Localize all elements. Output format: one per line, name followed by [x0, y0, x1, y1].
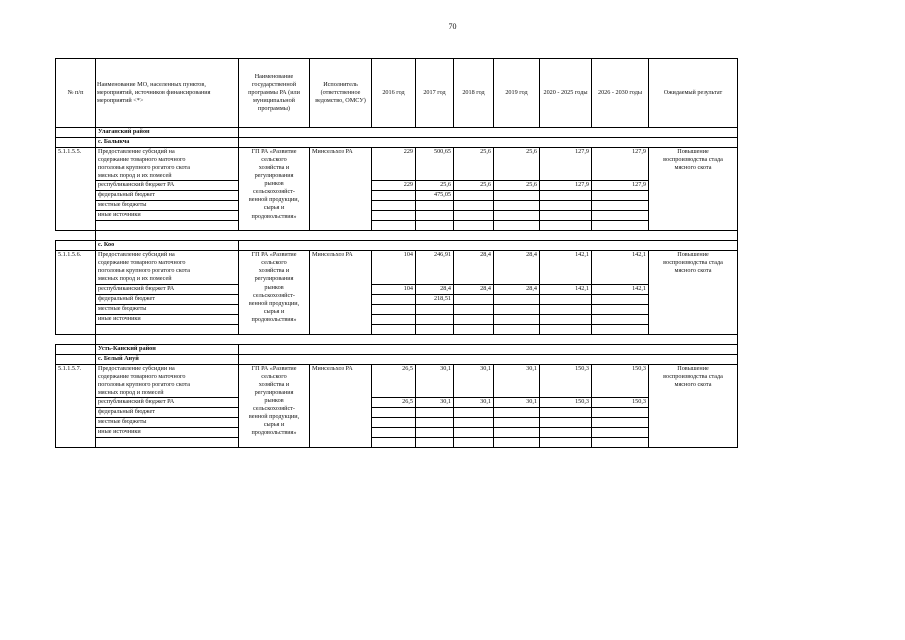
- empty-cell: [454, 201, 494, 211]
- program-name-line: венной продукции,: [248, 196, 300, 204]
- empty-cell: [540, 304, 592, 314]
- measure-row: [56, 148, 738, 159]
- header-program: Наименование государственной программы РА (или муниципальной программы): [239, 59, 310, 128]
- federal-value: 475,05: [416, 191, 454, 201]
- village-name: с. Коо: [96, 241, 239, 251]
- empty-cell: [454, 437, 494, 447]
- expected-result-line: мясного скота: [674, 267, 712, 275]
- empty-cell: [372, 221, 416, 231]
- program-name-line: рынков: [264, 180, 284, 188]
- empty-cell: [592, 201, 649, 211]
- expected-result: [649, 148, 738, 231]
- empty-cell: [494, 201, 540, 211]
- source-other: иные источники: [96, 427, 239, 437]
- source-local: местные бюджеты: [96, 201, 239, 211]
- empty-cell: [416, 314, 454, 324]
- measure-name-line: мясных пород и помесей: [98, 388, 164, 396]
- measure-row: [56, 294, 738, 304]
- district-row: [56, 128, 738, 138]
- page-number: 70: [448, 22, 457, 31]
- district-name: Улаганский район: [96, 128, 239, 138]
- empty-cell: [96, 221, 239, 231]
- empty-cell: [592, 211, 649, 221]
- expected-result-line: мясного скота: [674, 164, 712, 172]
- empty-cell: [96, 437, 239, 447]
- empty-cell: [96, 334, 738, 344]
- expected-result-line: мясного скота: [674, 380, 712, 388]
- source-republic: республиканский бюджет РА: [96, 397, 239, 407]
- header-executor: Исполнитель (ответственное ведомство, ОМСУ): [310, 59, 372, 128]
- empty-cell: [416, 437, 454, 447]
- measure-name: [96, 148, 239, 181]
- empty-cell: [540, 427, 592, 437]
- measure-row: [56, 191, 738, 201]
- empty-cell: [416, 211, 454, 221]
- measure-row: [56, 364, 738, 375]
- program-name-line: сельского: [261, 156, 287, 164]
- source-other: иные источники: [96, 314, 239, 324]
- empty-cell: [494, 437, 540, 447]
- measure-row: [56, 211, 738, 221]
- program-name-line: хозяйства и: [258, 164, 290, 172]
- program-name-line: хозяйства и: [258, 267, 290, 275]
- republic-value: 229: [372, 181, 416, 191]
- federal-value: [454, 294, 494, 304]
- empty-cell: [372, 314, 416, 324]
- republic-value: 25,6: [416, 181, 454, 191]
- empty-cell: [592, 304, 649, 314]
- empty-cell: [372, 417, 416, 427]
- blank-row: [56, 334, 738, 344]
- empty-cell: [592, 324, 649, 334]
- federal-value: [540, 191, 592, 201]
- federal-value: [494, 407, 540, 417]
- measure-name-line: содержание товарного маточного: [98, 156, 186, 164]
- header-2016: 2016 год: [372, 59, 416, 128]
- empty-cell: [239, 354, 738, 364]
- empty-cell: [416, 304, 454, 314]
- federal-value: [372, 191, 416, 201]
- empty-cell: [540, 324, 592, 334]
- empty-cell: [592, 417, 649, 427]
- empty-cell: [592, 437, 649, 447]
- federal-value: [372, 407, 416, 417]
- total-value: 150,3: [592, 364, 649, 397]
- program-name-line: венной продукции,: [248, 412, 300, 420]
- executor: Минсельхоз РА: [310, 148, 372, 231]
- republic-value: 142,1: [540, 284, 592, 294]
- empty-cell: [416, 201, 454, 211]
- program-name-line: регулирования: [254, 172, 294, 180]
- program-name-line: венной продукции,: [248, 299, 300, 307]
- empty-cell: [454, 221, 494, 231]
- federal-value: [494, 294, 540, 304]
- republic-value: 25,6: [494, 181, 540, 191]
- empty-cell: [540, 437, 592, 447]
- empty-cell: [56, 138, 96, 148]
- village-row: [56, 354, 738, 364]
- measure-row: [56, 284, 738, 294]
- program-table: [55, 58, 738, 448]
- blank-row: [56, 231, 738, 241]
- expected-result-line: Повышение: [677, 364, 709, 372]
- program-name-line: сырья и: [263, 204, 285, 212]
- program-name-line: сырья и: [263, 420, 285, 428]
- empty-cell: [540, 201, 592, 211]
- measure-id: 5.1.1.5.6.: [56, 251, 96, 334]
- empty-cell: [96, 324, 239, 334]
- total-value: 229: [372, 148, 416, 181]
- expected-result-line: воспроизводства стада: [663, 372, 723, 380]
- empty-cell: [540, 221, 592, 231]
- measure-row: [56, 324, 738, 334]
- federal-value: [454, 407, 494, 417]
- measure-name-line: мясных пород и их помесей: [98, 172, 172, 180]
- total-value: 26,5: [372, 364, 416, 397]
- empty-cell: [56, 128, 96, 138]
- header-2019: 2019 год: [494, 59, 540, 128]
- expected-result-line: Повышение: [677, 251, 709, 259]
- total-value: 127,9: [592, 148, 649, 181]
- header-2026-2030: 2026 - 2030 годы: [592, 59, 649, 128]
- total-value: 25,6: [494, 148, 540, 181]
- empty-cell: [592, 221, 649, 231]
- total-value: 142,1: [540, 251, 592, 284]
- measure-row: [56, 417, 738, 427]
- village-row: [56, 241, 738, 251]
- village-name: с. Белый Ануй: [96, 354, 239, 364]
- measure-row: [56, 397, 738, 407]
- empty-cell: [56, 344, 96, 354]
- program-name-line: сельскохозяйст-: [253, 291, 295, 299]
- program-name-line: сельскохозяйст-: [253, 188, 295, 196]
- republic-value: 26,5: [372, 397, 416, 407]
- empty-cell: [454, 324, 494, 334]
- republic-value: 150,3: [592, 397, 649, 407]
- expected-result: [649, 364, 738, 447]
- source-federal: федеральный бюджет: [96, 191, 239, 201]
- republic-value: 28,4: [416, 284, 454, 294]
- empty-cell: [239, 344, 738, 354]
- measure-name: [96, 251, 239, 284]
- federal-value: [592, 407, 649, 417]
- program-name-line: ГП РА «Развитие: [251, 364, 297, 372]
- federal-value: [540, 407, 592, 417]
- measure-name-line: Предоставление субсидии на: [98, 364, 175, 372]
- header-2018: 2018 год: [454, 59, 494, 128]
- total-value: 150,3: [540, 364, 592, 397]
- empty-cell: [372, 304, 416, 314]
- empty-cell: [372, 324, 416, 334]
- program-name-line: сырья и: [263, 307, 285, 315]
- measure-name: [96, 364, 239, 397]
- measure-id: 5.1.1.5.7.: [56, 364, 96, 447]
- header-result: Ожидаемый результат: [649, 59, 738, 128]
- program-name-line: регулирования: [254, 388, 294, 396]
- empty-cell: [96, 231, 738, 241]
- measure-id: 5.1.1.5.5.: [56, 148, 96, 231]
- republic-value: 30,1: [454, 397, 494, 407]
- header-2017: 2017 год: [416, 59, 454, 128]
- executor: Минсельхоз РА: [310, 364, 372, 447]
- measure-row: [56, 304, 738, 314]
- total-value: 25,6: [454, 148, 494, 181]
- federal-value: [540, 294, 592, 304]
- village-name: с. Балыкча: [96, 138, 239, 148]
- table-body: [56, 128, 738, 448]
- program-name-line: ГП РА «Развитие: [251, 148, 297, 155]
- republic-value: 30,1: [416, 397, 454, 407]
- total-value: 30,1: [494, 364, 540, 397]
- empty-cell: [56, 334, 96, 344]
- federal-value: [592, 191, 649, 201]
- empty-cell: [372, 211, 416, 221]
- measure-row: [56, 181, 738, 191]
- empty-cell: [372, 427, 416, 437]
- federal-value: [454, 191, 494, 201]
- empty-cell: [540, 417, 592, 427]
- program-name-line: сельского: [261, 372, 287, 380]
- measure-name-line: Предоставление субсидий на: [98, 148, 175, 155]
- source-other: иные источники: [96, 211, 239, 221]
- total-value: 500,65: [416, 148, 454, 181]
- total-value: 246,91: [416, 251, 454, 284]
- empty-cell: [454, 314, 494, 324]
- republic-value: 28,4: [494, 284, 540, 294]
- header-name: Наименование МО, населенных пунктов, мероприятий, источников финансирования мероприятий <*>: [96, 59, 239, 128]
- empty-cell: [416, 324, 454, 334]
- total-value: 30,1: [454, 364, 494, 397]
- district-row: [56, 344, 738, 354]
- measure-row: [56, 314, 738, 324]
- federal-value: 218,51: [416, 294, 454, 304]
- measure-name-line: поголовья крупного рогатого скота: [98, 164, 190, 172]
- program-name: [239, 251, 310, 334]
- header-num: № п/п: [56, 59, 96, 128]
- empty-cell: [454, 304, 494, 314]
- empty-cell: [416, 417, 454, 427]
- table-header: [56, 59, 738, 128]
- empty-cell: [494, 221, 540, 231]
- district-name: Усть-Канский район: [96, 344, 239, 354]
- program-name: [239, 364, 310, 447]
- empty-cell: [239, 241, 738, 251]
- measure-name-line: содержание товарного маточного: [98, 372, 186, 380]
- empty-cell: [592, 314, 649, 324]
- program-name-line: сельскохозяйст-: [253, 404, 295, 412]
- republic-value: 127,9: [592, 181, 649, 191]
- republic-value: 142,1: [592, 284, 649, 294]
- measure-row: [56, 407, 738, 417]
- empty-cell: [454, 427, 494, 437]
- empty-cell: [592, 427, 649, 437]
- program-name-line: рынков: [264, 396, 284, 404]
- source-federal: федеральный бюджет: [96, 407, 239, 417]
- republic-value: 25,6: [454, 181, 494, 191]
- measure-name-line: поголовья крупного рогатого скота: [98, 380, 190, 388]
- program-name-line: рынков: [264, 283, 284, 291]
- federal-value: [416, 407, 454, 417]
- header-2020-2025: 2020 - 2025 годы: [540, 59, 592, 128]
- empty-cell: [56, 241, 96, 251]
- measure-row: [56, 427, 738, 437]
- program-name-line: регулирования: [254, 275, 294, 283]
- program-name-line: продовольствия»: [251, 429, 297, 436]
- measure-name-line: Предоставление субсидий на: [98, 251, 175, 259]
- empty-cell: [494, 314, 540, 324]
- empty-cell: [416, 427, 454, 437]
- program-name-line: продовольствия»: [251, 212, 297, 220]
- program-name-line: сельского: [261, 259, 287, 267]
- empty-cell: [239, 128, 738, 138]
- empty-cell: [454, 211, 494, 221]
- empty-cell: [454, 417, 494, 427]
- empty-cell: [540, 314, 592, 324]
- republic-value: 150,3: [540, 397, 592, 407]
- program-name-line: ГП РА «Развитие: [251, 251, 297, 259]
- federal-value: [372, 294, 416, 304]
- republic-value: 127,9: [540, 181, 592, 191]
- expected-result-line: воспроизводства стада: [663, 259, 723, 267]
- empty-cell: [56, 231, 96, 241]
- total-value: 30,1: [416, 364, 454, 397]
- empty-cell: [56, 354, 96, 364]
- source-republic: республиканский бюджет РА: [96, 181, 239, 191]
- measure-row: [56, 201, 738, 211]
- empty-cell: [540, 211, 592, 221]
- empty-cell: [494, 427, 540, 437]
- republic-value: 104: [372, 284, 416, 294]
- measure-name-line: содержание товарного маточного: [98, 259, 186, 267]
- republic-value: 28,4: [454, 284, 494, 294]
- measure-name-line: мясных пород и их помесей: [98, 275, 172, 283]
- expected-result-line: Повышение: [677, 148, 709, 155]
- source-federal: федеральный бюджет: [96, 294, 239, 304]
- measure-row: [56, 221, 738, 231]
- total-value: 28,4: [454, 251, 494, 284]
- source-local: местные бюджеты: [96, 417, 239, 427]
- empty-cell: [494, 304, 540, 314]
- federal-value: [592, 294, 649, 304]
- total-value: 142,1: [592, 251, 649, 284]
- measure-row: [56, 437, 738, 447]
- empty-cell: [372, 437, 416, 447]
- source-local: местные бюджеты: [96, 304, 239, 314]
- source-republic: республиканский бюджет РА: [96, 284, 239, 294]
- measure-row: [56, 251, 738, 262]
- measure-name-line: поголовья крупного рогатого скота: [98, 267, 190, 275]
- executor: Минсельхоз РА: [310, 251, 372, 334]
- republic-value: 30,1: [494, 397, 540, 407]
- empty-cell: [494, 211, 540, 221]
- program-name-line: продовольствия»: [251, 315, 297, 323]
- village-row: [56, 138, 738, 148]
- total-value: 127,9: [540, 148, 592, 181]
- expected-result: [649, 251, 738, 334]
- program-name: [239, 148, 310, 231]
- empty-cell: [494, 417, 540, 427]
- federal-value: [494, 191, 540, 201]
- empty-cell: [239, 138, 738, 148]
- expected-result-line: воспроизводства стада: [663, 156, 723, 164]
- empty-cell: [494, 324, 540, 334]
- program-name-line: хозяйства и: [258, 380, 290, 388]
- empty-cell: [416, 221, 454, 231]
- total-value: 28,4: [494, 251, 540, 284]
- empty-cell: [372, 201, 416, 211]
- total-value: 104: [372, 251, 416, 284]
